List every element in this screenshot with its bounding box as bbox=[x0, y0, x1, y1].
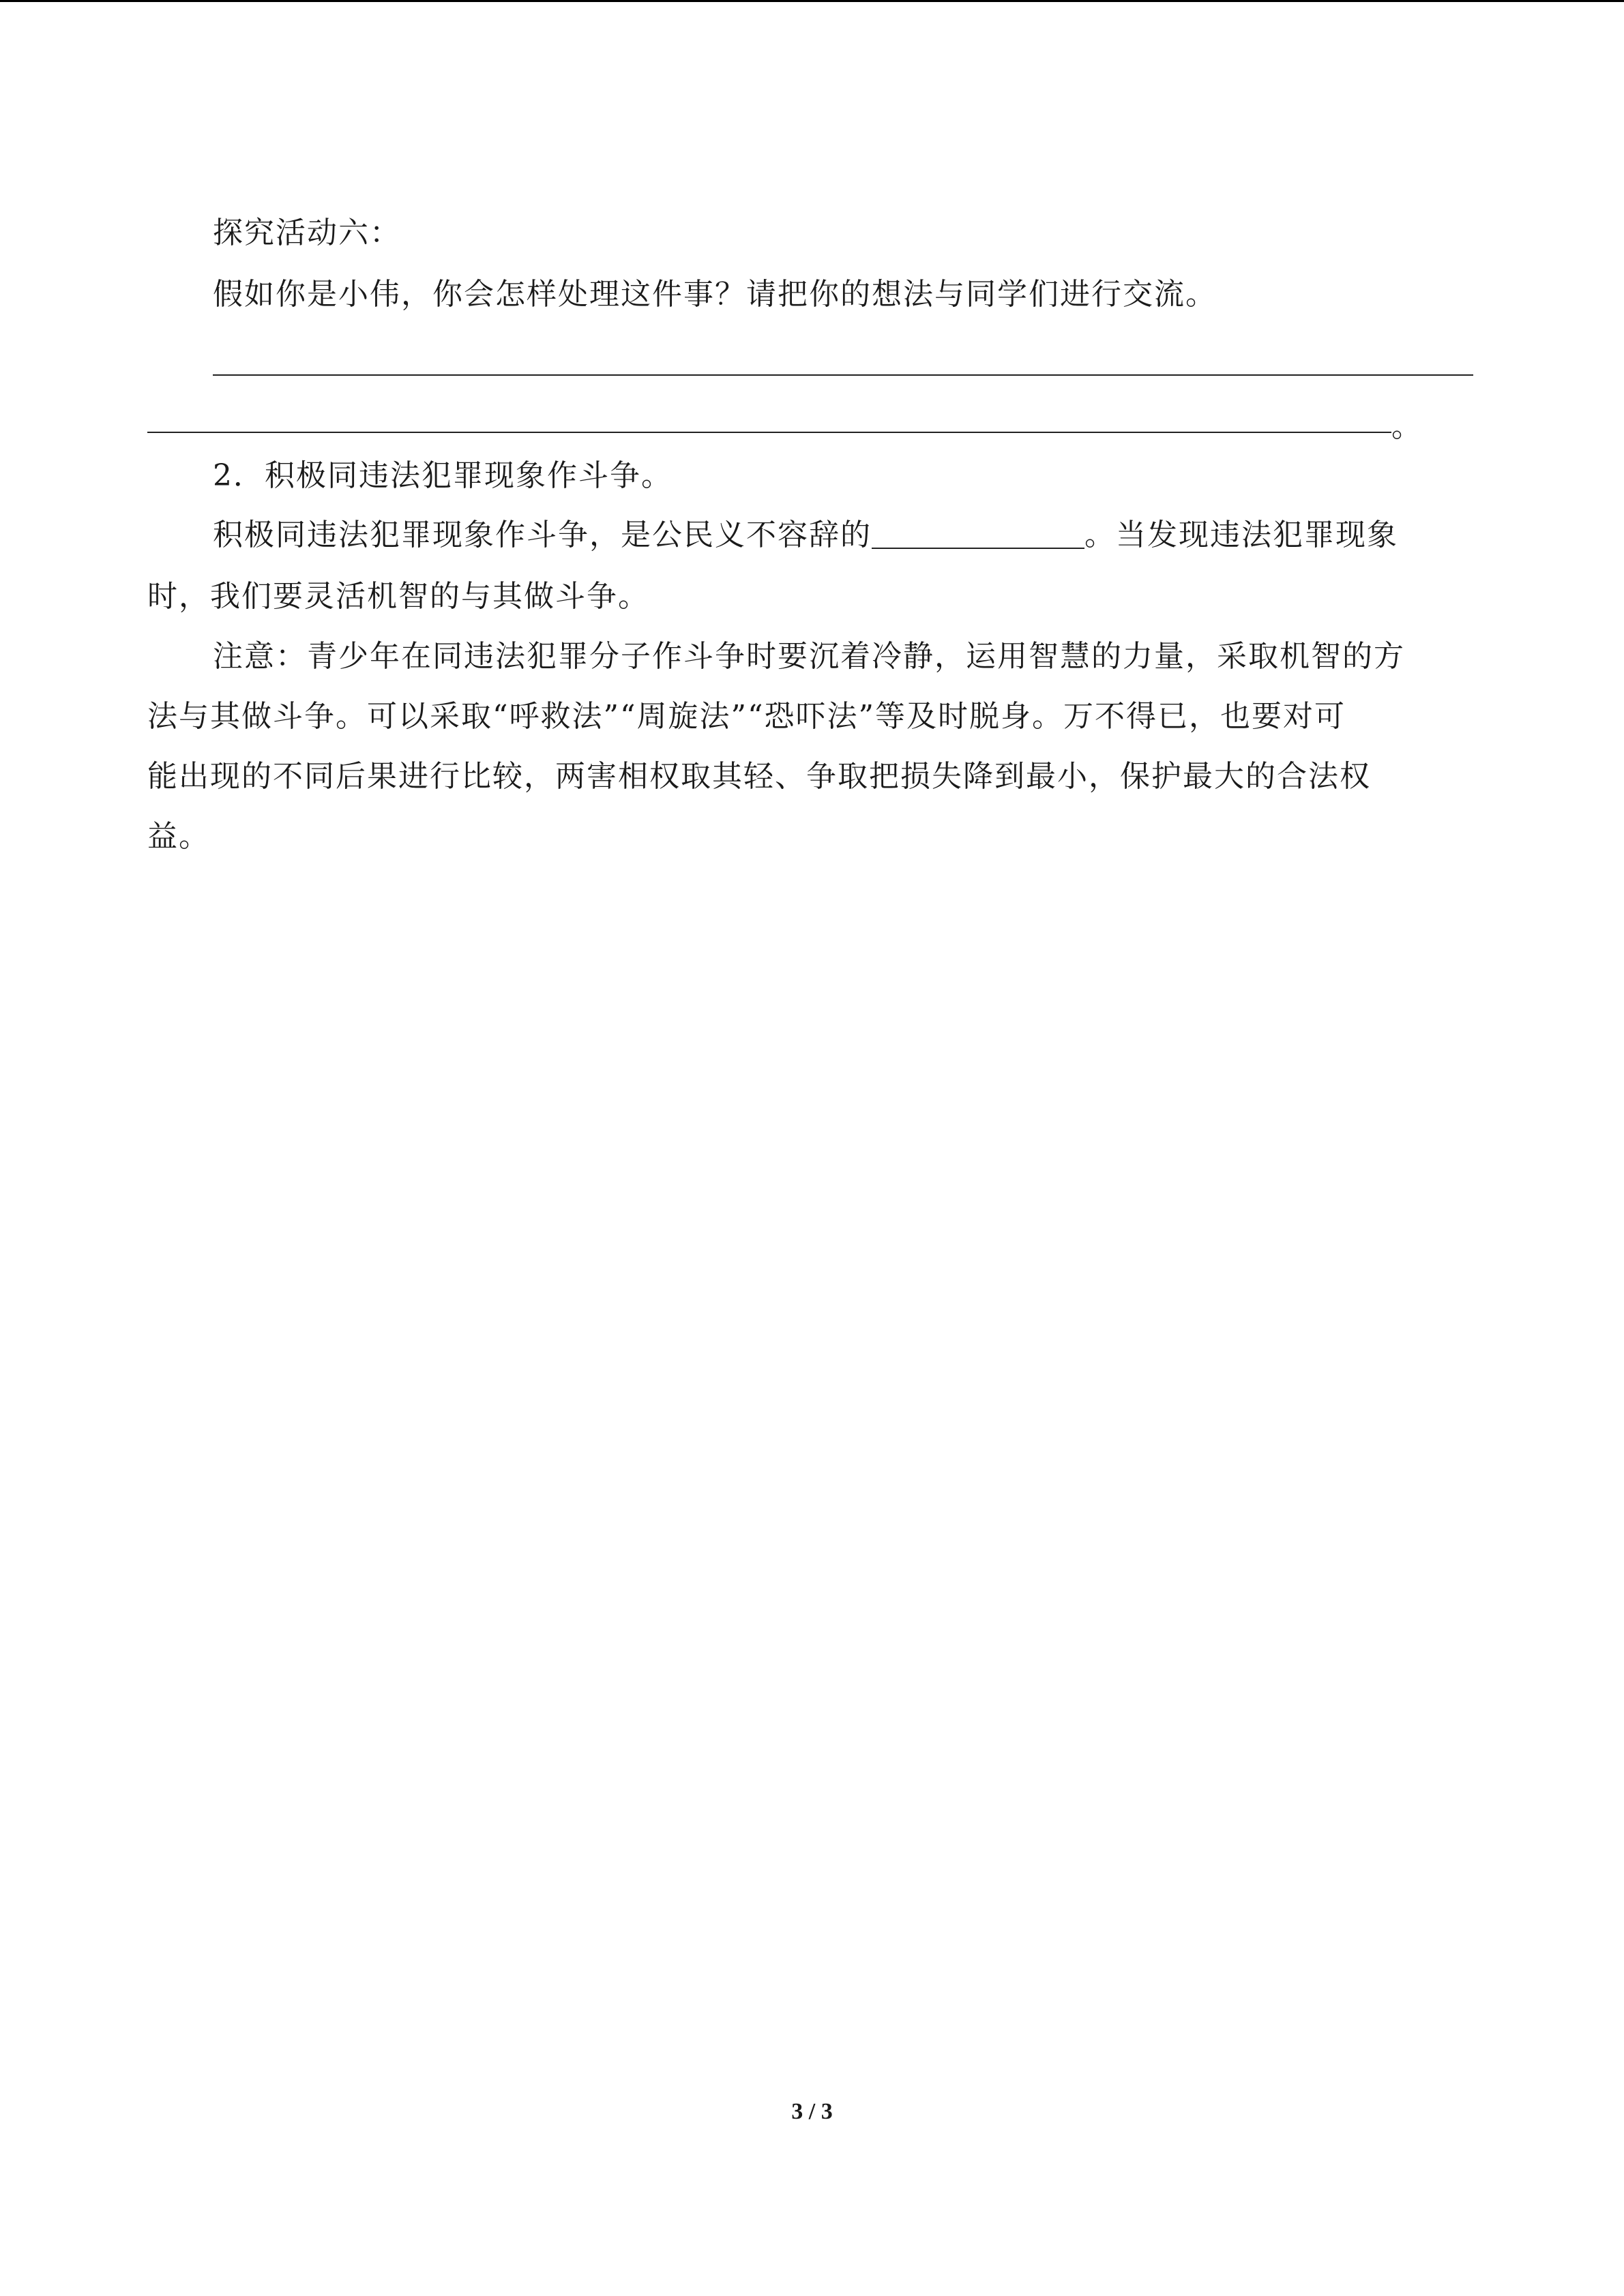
note-line-4: 益。 bbox=[147, 819, 210, 854]
note-line-1: 注意：青少年在同违法犯罪分子作斗争时要沉着冷静，运用智慧的力量，采取机智的方 bbox=[213, 639, 1405, 674]
para-text-before-blank: 积极同违法犯罪现象作斗争，是公民义不容辞的 bbox=[213, 518, 872, 552]
para-text-after-blank: 。当发现违法犯罪现象 bbox=[1084, 518, 1398, 552]
activity-question: 假如你是小伟，你会怎样处理这件事？请把你的想法与同学们进行交流。 bbox=[213, 277, 1217, 312]
page-top-border bbox=[0, 0, 1624, 2]
section-2-title: 2．积极同违法犯罪现象作斗争。 bbox=[213, 458, 673, 493]
note-line-2: 法与其做斗争。可以采取“呼救法”“周旋法”“恐吓法”等及时脱身。万不得已，也要对可 bbox=[147, 699, 1346, 734]
fill-in-blank[interactable] bbox=[872, 518, 1084, 549]
section-2-para-line-2: 时，我们要灵活机智的与其做斗争。 bbox=[147, 579, 649, 614]
answer-line-2[interactable] bbox=[147, 432, 1391, 433]
answer-line-1[interactable] bbox=[213, 374, 1473, 376]
section-2-para-line-1 bbox=[213, 515, 1398, 556]
note-line-3: 能出现的不同后果进行比较，两害相权取其轻、争取把损失降到最小，保护最大的合法权 bbox=[147, 759, 1371, 794]
page-number: 3 / 3 bbox=[791, 2099, 833, 2124]
activity-heading: 探究活动六： bbox=[213, 215, 401, 250]
answer-end-mark: 。 bbox=[1391, 409, 1423, 444]
